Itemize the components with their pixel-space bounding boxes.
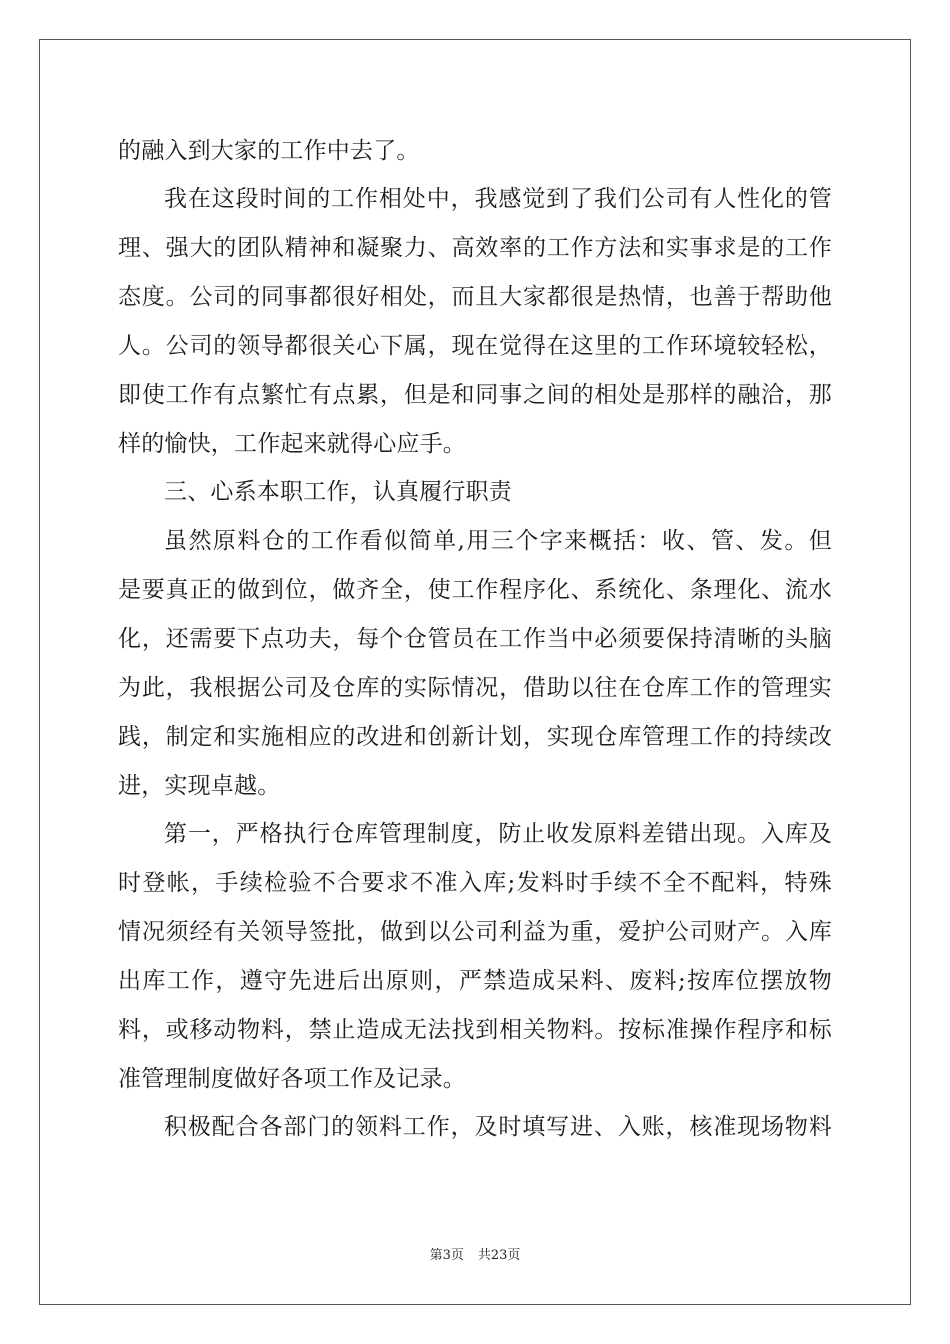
text-line: 即使工作有点繁忙有点累，但是和同事之间的相处是那样的融洽，那 (118, 382, 832, 408)
page-total: 共23页 (477, 1248, 521, 1263)
text-line: 的融入到大家的工作中去了。 (118, 138, 420, 164)
text-line: 是要真正的做到位，做齐全，使工作程序化、系统化、条理化、流水 (118, 577, 832, 603)
paragraph-first-line: 虽然原料仓的工作看似简单,用三个字来概括：收、管、发。但 (164, 528, 832, 554)
text-line: 样的愉快，工作起来就得心应手。 (118, 431, 466, 457)
text-line: 情况须经有关领导签批，做到以公司利益为重，爱护公司财产。入库 (118, 919, 832, 945)
text-line: 为此，我根据公司及仓库的实际情况，借助以往在仓库工作的管理实 (118, 675, 832, 701)
paragraph-first-line: 我在这段时间的工作相处中，我感觉到了我们公司有人性化的管 (164, 186, 832, 212)
text-line: 人。公司的领导都很关心下属，现在觉得在这里的工作环境较轻松， (118, 333, 832, 359)
page-number: 第3页 (429, 1248, 464, 1263)
text-line: 理、强大的团队精神和凝聚力、高效率的工作方法和实事求是的工作 (118, 235, 832, 261)
section-heading: 三、心系本职工作，认真履行职责 (164, 479, 512, 505)
paragraph-first-line: 积极配合各部门的领料工作，及时填写进、入账，核准现场物料 (164, 1114, 832, 1140)
text-line: 时登帐，手续检验不合要求不准入库;发料时手续不全不配料，特殊 (118, 870, 832, 896)
text-line: 料，或移动物料，禁止造成无法找到相关物料。按标准操作程序和标 (118, 1017, 832, 1043)
text-line: 进，实现卓越。 (118, 773, 281, 799)
paragraph-first-line: 第一，严格执行仓库管理制度，防止收发原料差错出现。入库及 (164, 821, 832, 847)
text-line: 出库工作，遵守先进后出原则，严禁造成呆料、废料;按库位摆放物 (118, 968, 832, 994)
text-line: 准管理制度做好各项工作及记录。 (118, 1066, 466, 1092)
text-line: 践，制定和实施相应的改进和创新计划，实现仓库管理工作的持续改 (118, 724, 832, 750)
text-line: 化，还需要下点功夫，每个仓管员在工作当中必须要保持清晰的头脑 (118, 626, 832, 652)
page-footer (0, 1248, 950, 1264)
text-line: 态度。公司的同事都很好相处，而且大家都很是热情，也善于帮助他 (118, 284, 832, 310)
